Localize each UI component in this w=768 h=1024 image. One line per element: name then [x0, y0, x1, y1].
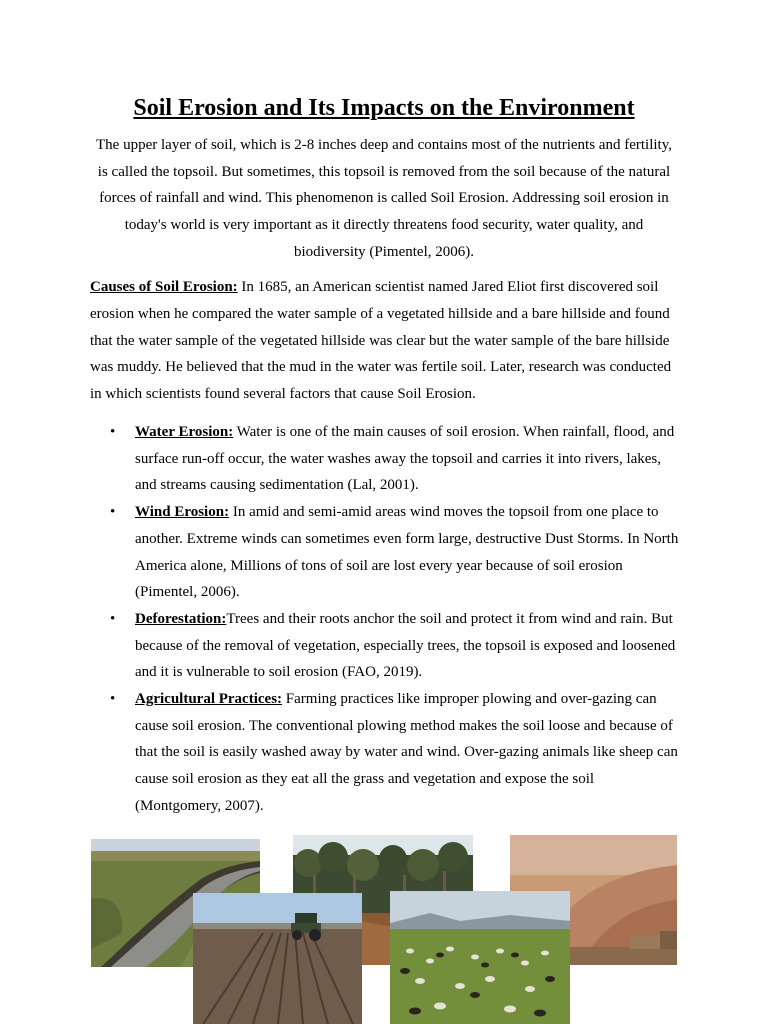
bullet-icon: •: [110, 691, 116, 708]
causes-text: In 1685, an American scientist named Jared Eliot first discovered soil erosion when he compared the water sample of a vegetated hillside and a bare hillside and found that the water sample of the vegetated hillside was clear but the water sample of the bare hillside was muddy. He believed that the mud in the water was fertile soil. Later, research was conducted in which scientists found several factors that cause Soil Erosion.: [90, 279, 672, 403]
bullet-text: Farming practices like improper plowing and over-gazing can cause soil erosion. The conventional plowing method makes the soil loose and because of that the soil is easily washed away by water and wind. Over-gazing animals like sheep can cause soil erosion as they eat all the grass and vegetation and expose the soil (Montgomery, 2007).: [135, 691, 678, 814]
list-item-agricultural-practices: [90, 686, 680, 820]
document-title: Soil Erosion and Its Impacts on the Environment: [133, 95, 635, 121]
bullet-text: Water is one of the main causes of soil erosion. When rainfall, flood, and surface run-off occur, the water washes away the topsoil and carries it into rivers, lakes, and streams causing sedimentation (Lal, 2001).: [135, 424, 675, 494]
causes-label: Causes of Soil Erosion:: [90, 279, 238, 295]
bullet-icon: •: [110, 610, 116, 627]
bullet-label: Water Erosion:: [135, 424, 234, 440]
plowing-photo: [193, 893, 362, 1024]
bullet-text: In amid and semi-amid areas wind moves the topsoil from one place to another. Extreme winds can sometimes even form large, destructive Dust Storms. In North America alone, Millions of tons of soil are lost every year because of soil erosion (Pimentel, 2006).: [135, 504, 679, 601]
bullet-text: Trees and their roots anchor the soil and protect it from wind and rain. But because of the removal of vegetation, especially trees, the topsoil is exposed and loosened and it is vulnerable to soil erosion (FAO, 2019).: [135, 610, 676, 681]
list-item-deforestation: [90, 606, 680, 686]
erosion-causes-list: [90, 419, 680, 820]
bullet-label: Wind Erosion:: [135, 504, 230, 521]
bullet-icon: •: [110, 504, 116, 521]
bullet-label: Agricultural Practices:: [135, 691, 283, 708]
intro-paragraph: The upper layer of soil, which is 2-8 inches deep and contains most of the nutrients and fertility, is called the topsoil. But sometimes, this topsoil is removed from the soil because of the natural forces of rainfall and wind. This phenomenon is called Soil Erosion. Addressing soil erosion in today's world is very important as it directly threatens food security, water quality, and biodiversity (Pimentel, 2006).: [96, 137, 672, 260]
grazing-photo: [390, 891, 570, 1024]
causes-paragraph: [90, 274, 680, 408]
bullet-icon: •: [110, 424, 116, 440]
list-item-wind-erosion: [90, 499, 680, 606]
list-item-water-erosion: [90, 419, 680, 499]
bullet-label: Deforestation:: [135, 610, 227, 627]
